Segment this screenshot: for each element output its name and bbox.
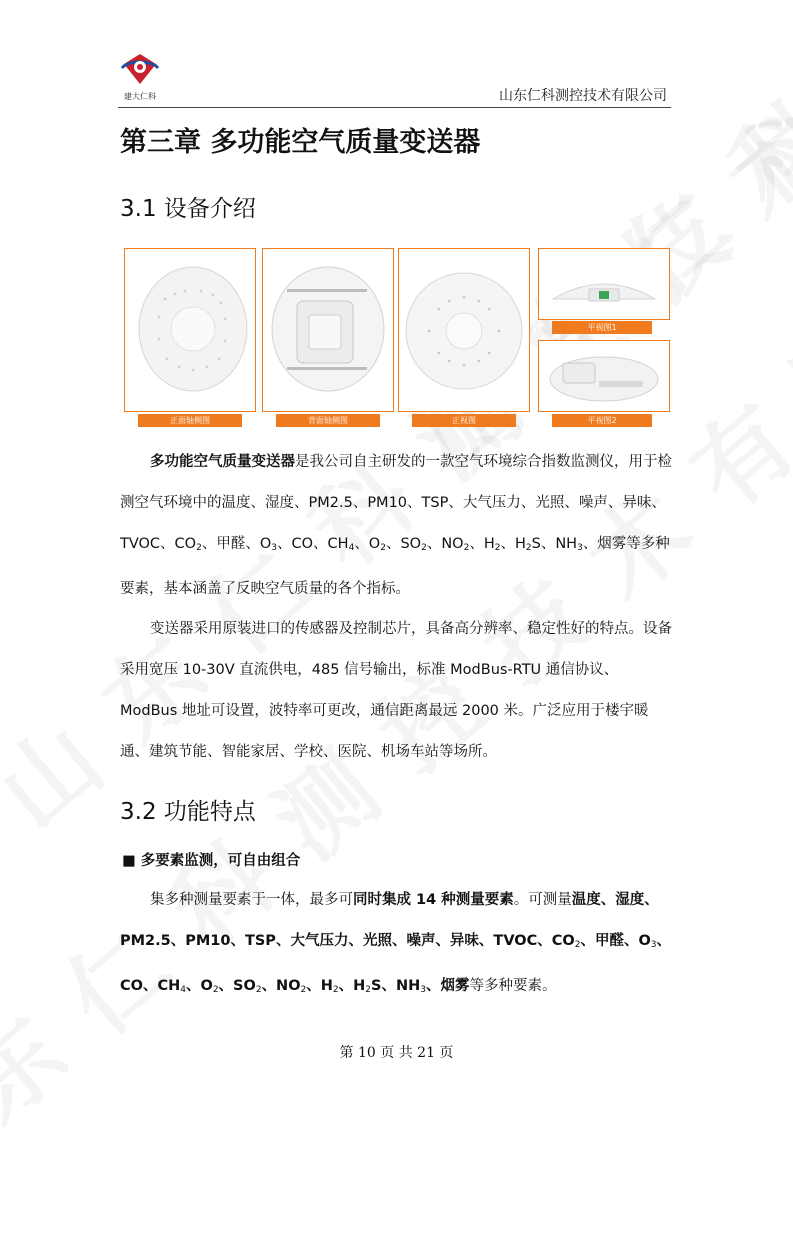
product-photo-side-view-1 — [538, 248, 670, 320]
photo-caption: 正视图 — [412, 414, 516, 427]
photo-caption: 平视图2 — [552, 414, 652, 427]
header-divider — [118, 107, 671, 108]
logo-icon — [118, 52, 162, 86]
intro-paragraph: 多功能空气质量变送器是我公司自主研发的一款空气环境综合指数监测仪，用于检测空气环境中的温度、湿度、PM2.5、PM10、TSP、大气压力、光照、噪声、异味、TVOC、$CO_2$、甲醛、$O_3$、CO、$CH_4$、$O_2$、$SO_2$、$NO_2$、$H_2$、$H_2S$、$NH_3$、烟雾等多种要素，基本涵盖了反映空气质量的各个指标。 — [120, 454, 672, 597]
photo-caption: 平视图1 — [552, 321, 652, 334]
section-heading-features: 3.2 功能特点 — [120, 799, 256, 825]
product-photo-side-view-2 — [538, 340, 670, 412]
product-photo-back-axial — [262, 248, 394, 412]
page-number: 第 10 页 共 21 页 — [339, 1045, 454, 1061]
product-name: 多功能空气质量变送器 — [150, 454, 295, 470]
product-photo-front-axial — [124, 248, 256, 412]
photo-caption: 背面轴侧图 — [276, 414, 380, 427]
company-name: 山东仁科测控技术有限公司 — [499, 88, 667, 104]
company-logo — [118, 52, 162, 102]
feature-paragraph: 集多种测量要素于一体，最多可同时集成 14 种测量要素。可测量温度、湿度、PM2.5、PM10、TSP、大气压力、光照、噪声、异味、TVOC、$CO_2$、甲醛、$O_3$、CO、$CH_4$、$O_2$、$SO_2$、$NO_2$、$H_2$、$H_2S$、$NH_3$、烟雾等多种要素。 — [120, 892, 672, 995]
section-heading-device-intro: 3.1 设备介绍 — [120, 196, 256, 222]
product-photo-front-view — [398, 248, 530, 412]
photo-caption: 正面轴侧图 — [138, 414, 242, 427]
logo-caption: 建大仁科 — [124, 92, 156, 101]
spec-paragraph: 变送器采用原装进口的传感器及控制芯片，具备高分辨率、稳定性好的特点。设备采用宽压 10-30V 直流供电，485 信号输出，标准 ModBus-RTU 通信协议、ModBus 地址可设置，波特率可更改，通信距离最远 2000 米。广泛应用于楼宇暖通、建筑节能、智能家居、学校、医院、机场车站等场所。 — [120, 621, 672, 760]
feature-title-multi-element: ■ 多要素监测，可自由组合 — [122, 853, 301, 869]
chapter-title: 第三章 多功能空气质量变送器 — [120, 127, 481, 158]
